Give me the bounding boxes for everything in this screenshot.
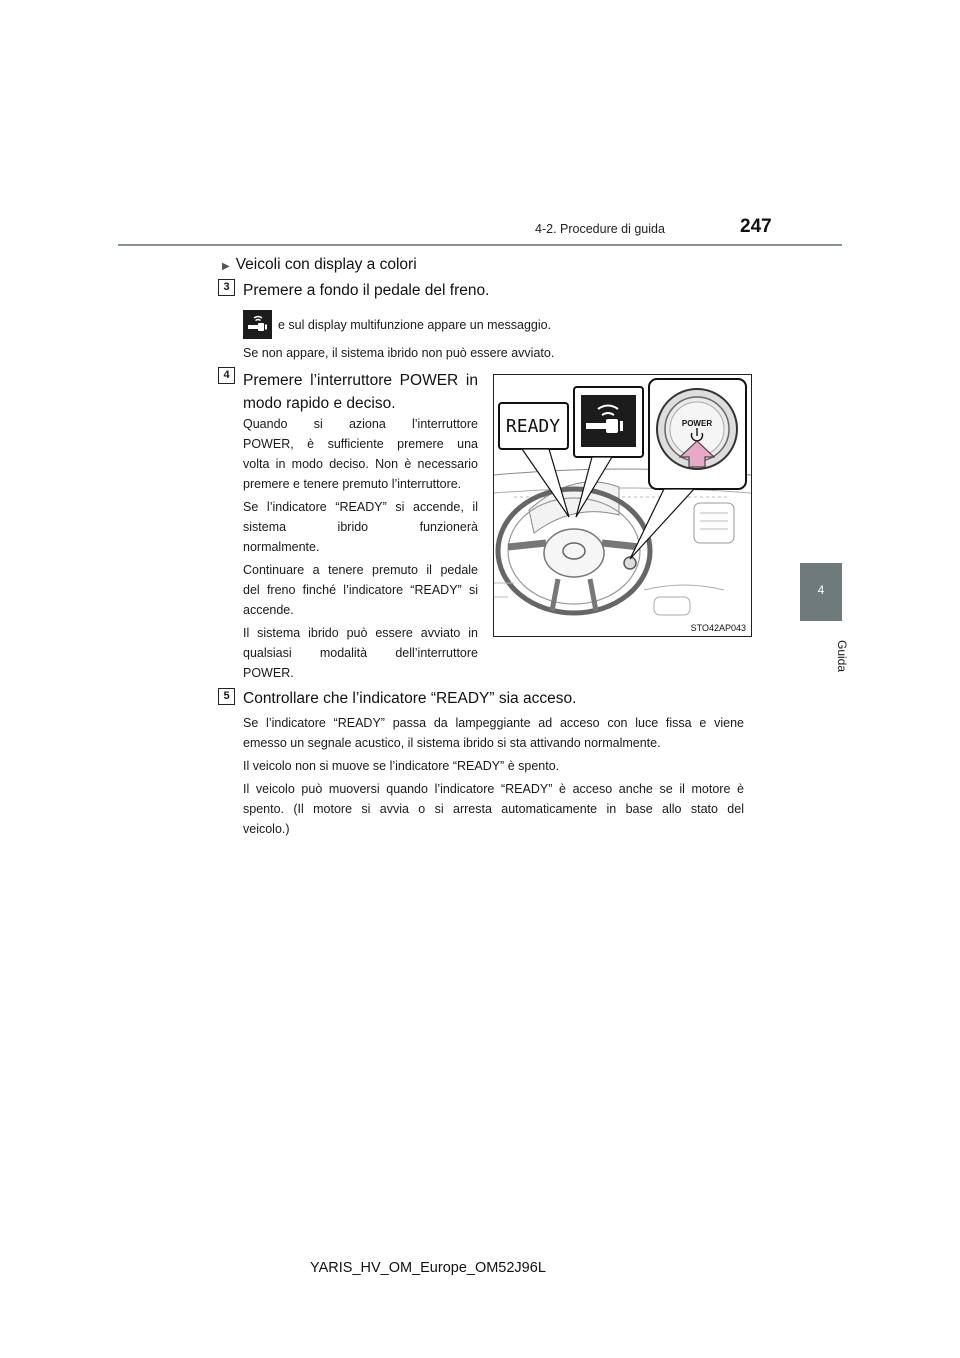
step-4-paragraph: Il sistema ibrido può essere avviato in qualsiasi modalità dell’interruttore POWER. xyxy=(243,626,478,680)
step-3-title: Premere a fondo il pedale del freno. xyxy=(243,282,490,299)
ready-indicator-label: READY xyxy=(505,416,561,437)
step-3-icon-caption: e sul display multifunzione appare un messaggio. xyxy=(278,318,552,332)
chapter-tab xyxy=(800,563,842,621)
step-4-paragraph: Continuare a tenere premuto il pedale del freno finché l’indicatore “READY” si accende. xyxy=(243,563,478,617)
step-5-paragraph: Se l’indicatore “READY” passa da lampeggiante ad acceso con luce fissa e viene emesso un segnale acustico, il sistema ibrido si sta attivando normalmente. xyxy=(243,716,744,750)
intro-line xyxy=(222,256,417,274)
power-button-label: POWER xyxy=(681,419,713,428)
step-5-title: Controllare che l’indicatore “READY” sia acceso. xyxy=(243,690,577,707)
step-4-title: Premere l’interruttore POWER in modo rapido e deciso. xyxy=(243,372,478,412)
header-divider xyxy=(118,244,842,246)
power-switch-figure xyxy=(493,374,752,637)
chapter-label: Guida xyxy=(835,640,849,673)
step-4-paragraph: Quando si aziona l’interruttore POWER, è sufficiente premere una volta in modo deciso. Non è necessario premere e tenere premuto l’interruttore. xyxy=(243,417,478,491)
dashboard-illustration xyxy=(494,375,751,636)
key-signal-icon xyxy=(243,310,272,339)
step-number-3: 3 xyxy=(218,279,235,296)
intro-text: Veicoli con display a colori xyxy=(235,256,417,273)
step-number-4: 4 xyxy=(218,367,235,384)
page-number: 247 xyxy=(740,216,772,237)
step-number-5: 5 xyxy=(218,688,235,705)
step-5-paragraph: Il veicolo può muoversi quando l’indicatore “READY” è acceso anche se il motore è spento. (Il motore si avvia o si arresta automaticamente in base allo stato del veicolo.) xyxy=(243,782,744,836)
figure-code: STO42AP043 xyxy=(690,623,746,633)
step-5-paragraph: Il veicolo non si muove se l’indicatore “READY” è spento. xyxy=(243,759,560,773)
section-title: 4-2. Procedure di guida xyxy=(535,222,665,236)
document-code: YARIS_HV_OM_Europe_OM52J96L xyxy=(310,1260,546,1276)
step-3-note: Se non appare, il sistema ibrido non può essere avviato. xyxy=(243,346,555,360)
chapter-number: 4 xyxy=(817,583,825,597)
step-4-paragraph: Se l’indicatore “READY” si accende, il sistema ibrido funzionerà normalmente. xyxy=(243,500,478,554)
triangle-bullet-icon: ▶ xyxy=(222,261,230,272)
